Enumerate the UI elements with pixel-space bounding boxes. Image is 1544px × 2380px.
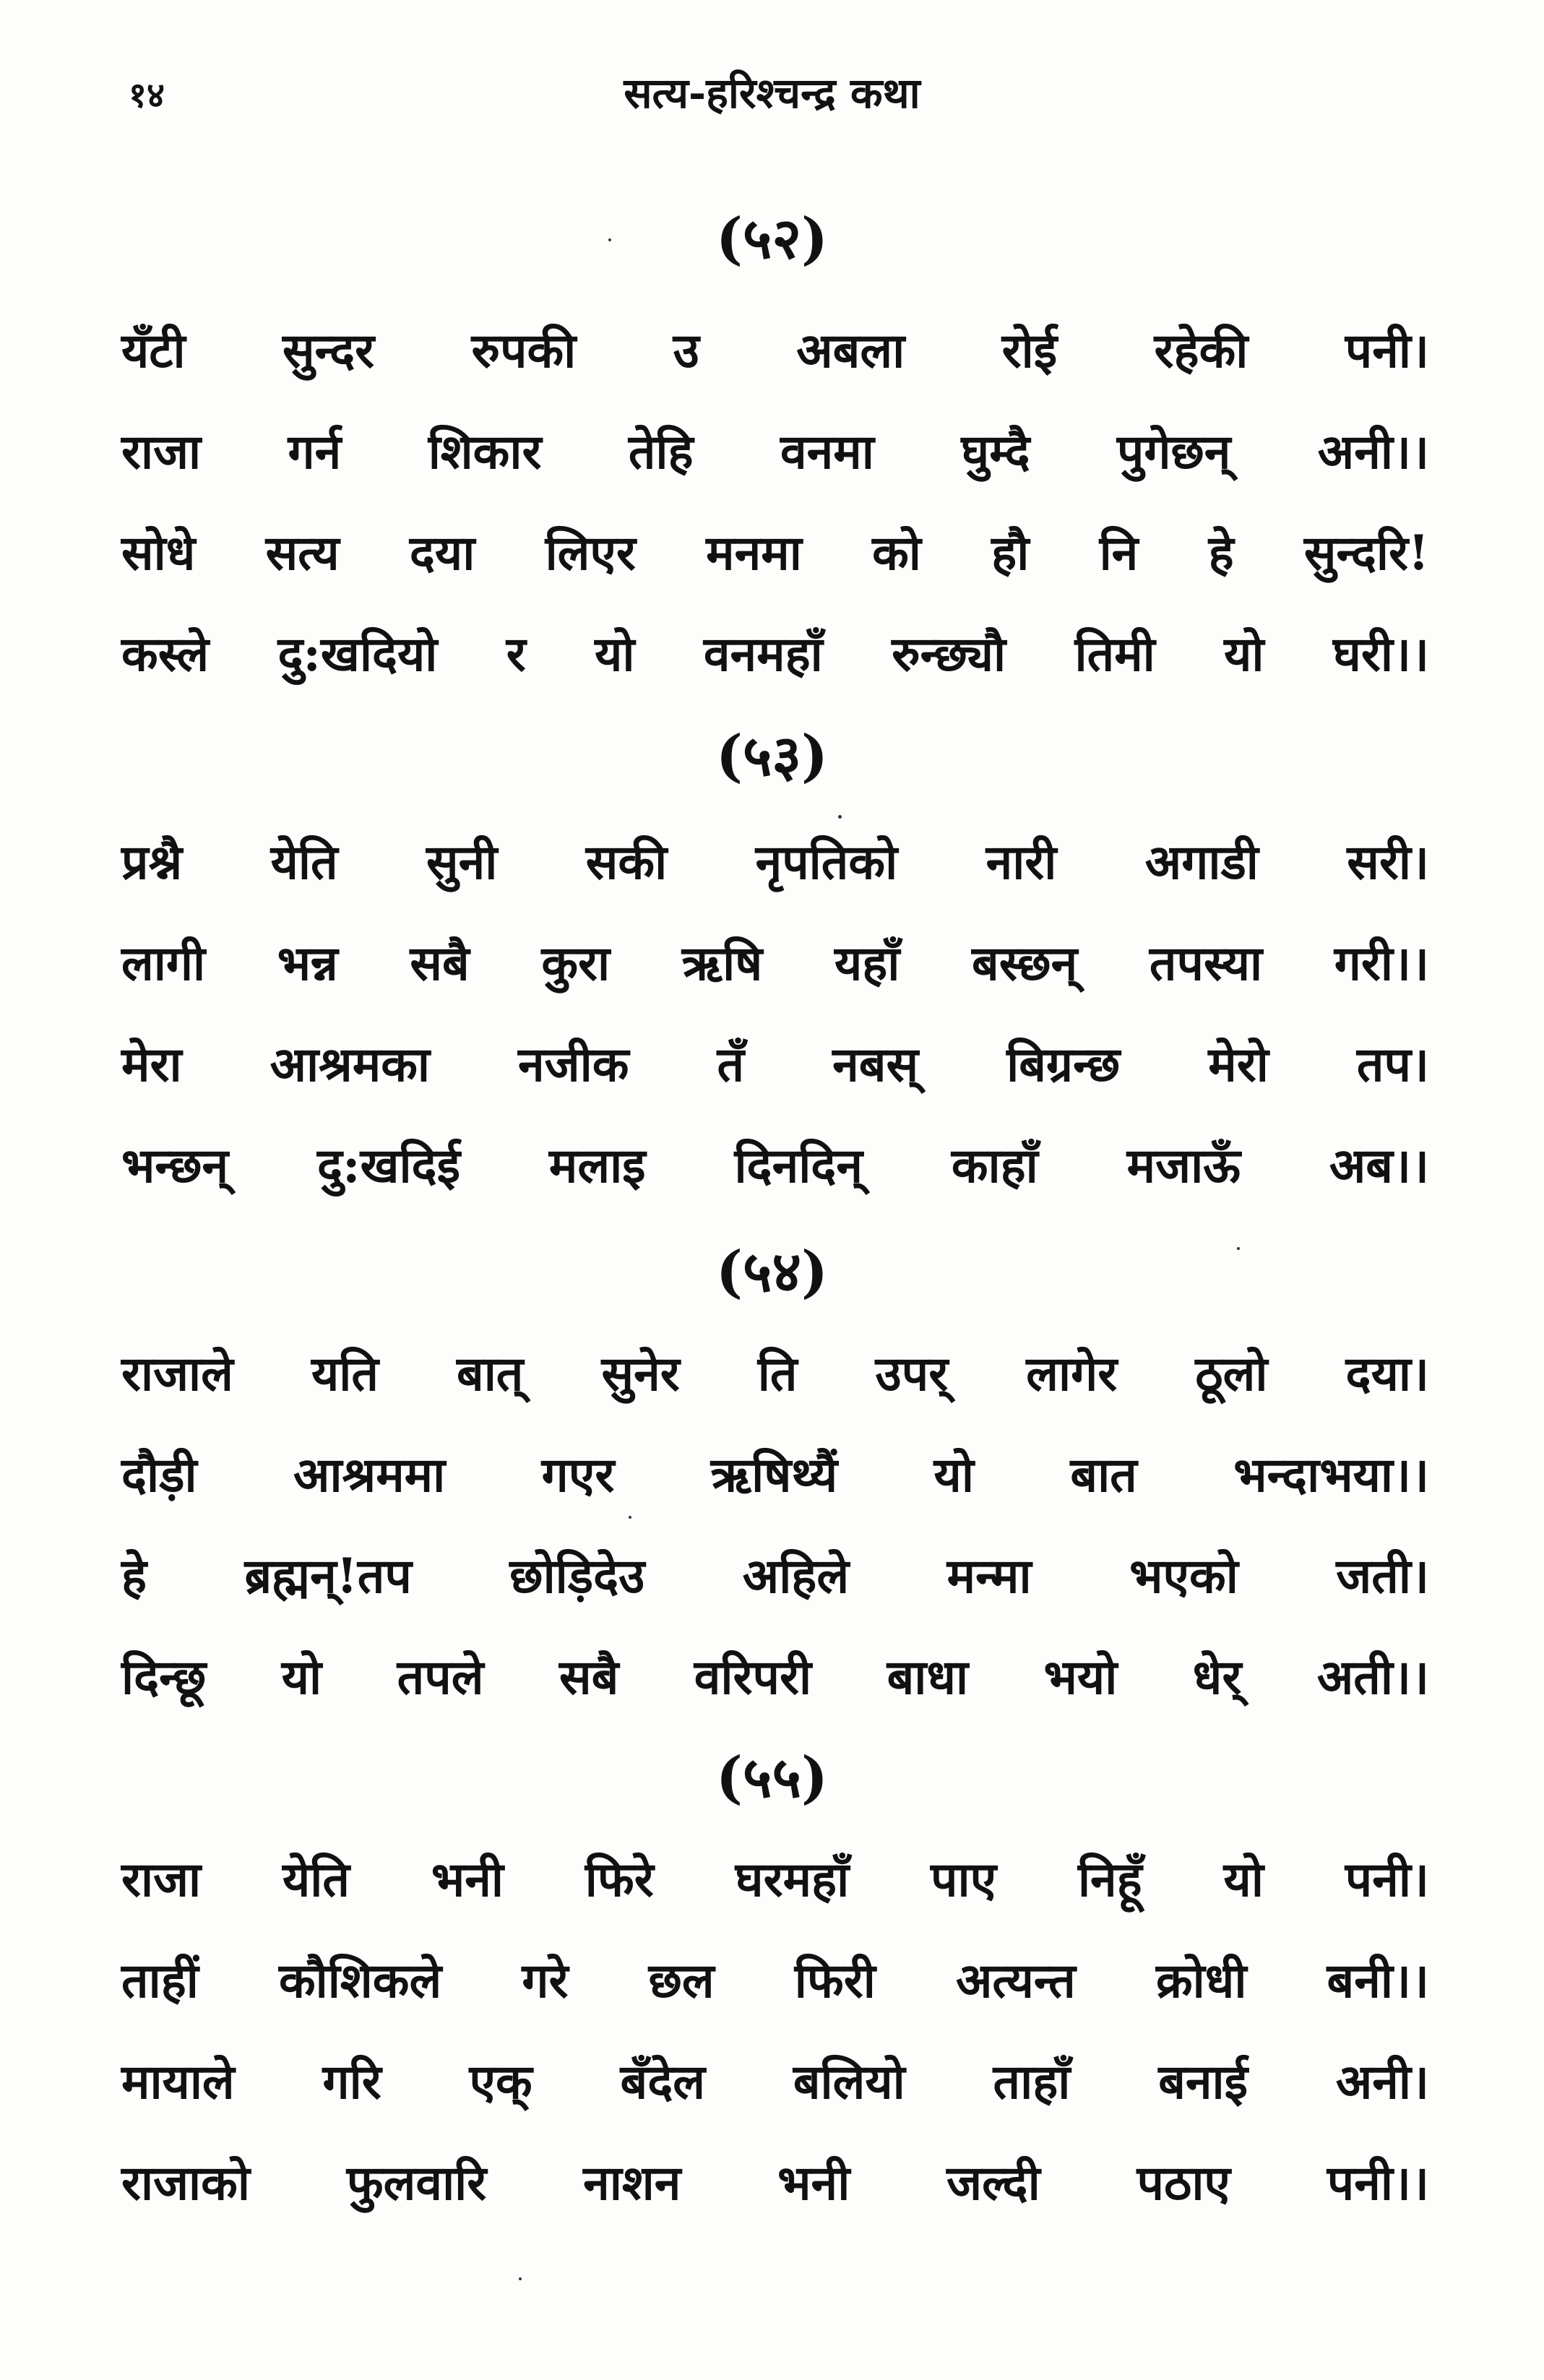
verse-line: हे ब्रह्मन्!तप छोड़िदेउ अहिले मन्मा भएको जती।	[121, 1548, 1429, 1604]
scan-speck	[838, 815, 842, 819]
verse-line: राजा गर्न शिकार तेहि वनमा घुम्दै पुगेछन् अनी।।	[121, 423, 1429, 480]
verse-line: मायाले गरि एक् बँदेल बलियो ताहाँ बनाई अनी।	[121, 2053, 1429, 2110]
scan-speck	[608, 238, 611, 241]
verse-line: प्रश्नै येति सुनी सकी नृपतिको नारी अगाडी सरी।	[121, 834, 1429, 890]
running-title: सत्य-हरिश्चन्द्र कथा	[624, 69, 920, 118]
stanza-number: (५२)	[716, 206, 828, 272]
verse-line: सोधे सत्य दया लिएर मनमा को हौ नि हे सुन्दरि!	[121, 525, 1429, 581]
verse-line: दौड़ी आश्रममा गएर ऋषिथ्यैं यो बात भन्दाभया।।	[121, 1446, 1429, 1503]
verse-line: लागी भन्न सबै कुरा ऋषि यहाँ बस्छन् तपस्या गरी।।	[121, 935, 1429, 991]
scan-speck	[1237, 1247, 1240, 1250]
verse-line: दिन्छू यो तपले सबै वरिपरी बाधा भयो धेर् अती।।	[121, 1649, 1429, 1705]
stanza-number: (५४)	[716, 1239, 828, 1305]
verse-line: यँटी सुन्दर रुपकी उ अबला रोई रहेकी पनी।	[121, 322, 1429, 379]
stanza-number: (५५)	[716, 1745, 828, 1811]
verse-line: ताहीं कौशिकले गरे छल फिरी अत्यन्त क्रोधी बनी।।	[121, 1952, 1429, 2009]
verse-line: राजाको फुलवारि नाशन भनी जल्दी पठाए पनी।।	[121, 2155, 1429, 2211]
verse-line: राजा येति भनी फिरे घरमहाँ पाए निहूँ यो पनी।	[121, 1851, 1429, 1907]
verse-line: कस्ले दु:खदियो र यो वनमहाँ रुन्छ्यौ तिमी यो घरी।।	[121, 626, 1429, 682]
verse-line: मेरा आश्रमका नजीक तँ नबस् बिग्रन्छ मेरो तप।	[121, 1036, 1429, 1092]
scan-speck	[629, 1516, 631, 1519]
page-number: १४	[129, 75, 165, 116]
verse-line: भन्छन् दु:खदिई मलाइ दिनदिन् काहाँ मजाऊँ अब।।	[121, 1137, 1429, 1194]
stanza-number: (५३)	[716, 723, 828, 789]
verse-line: राजाले यति बात् सुनेर ति उपर् लागेर ठूलो दया।	[121, 1345, 1429, 1402]
scan-speck	[519, 2277, 522, 2280]
